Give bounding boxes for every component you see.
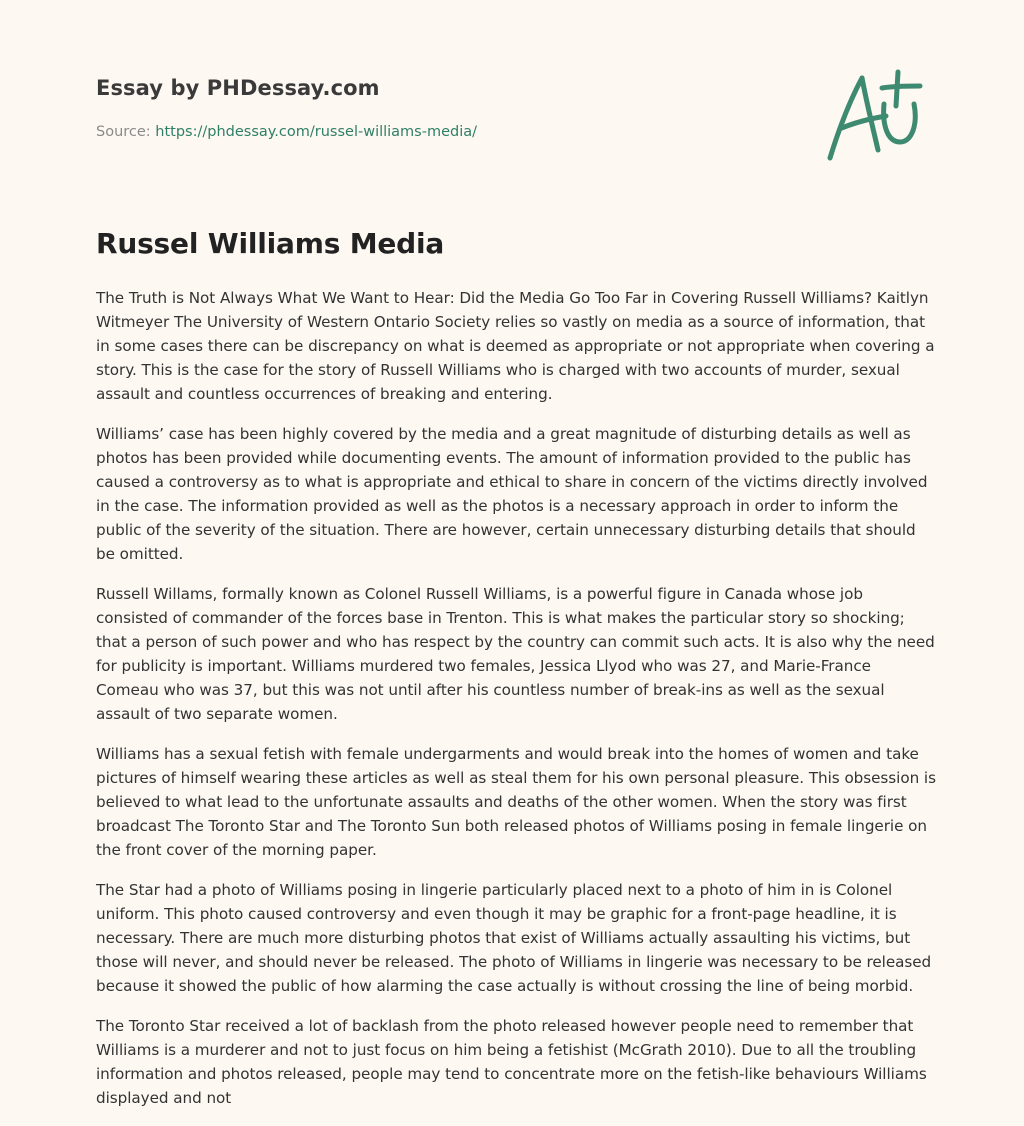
essay-paragraph: Russell Willams, formally known as Colonel Russell Williams, is a powerful figure in Canada whose job consisted of commander of the forces base in Trenton. This is what makes the particular story so shocking; that a person of such power and who has respect by the country can commit such acts. It is also why the need for publicity is important. Williams murdered two females, Jessica Llyod who was 27, and Marie-France Comeau who was 37, but this was not until after his countless number of break-ins as well as the sexual assault of two separate women. [96, 585, 935, 723]
site-brand: Essay by PHDessay.com [96, 76, 380, 100]
essay-paragraph: Williams’ case has been highly covered by the media and a great magnitude of disturbing details as well as photos has been provided while documenting events. The amount of information provided to the public has caused a controversy as to what is appropriate and ethical to share in concern of the victims directly involved in the case. The information provided as well as the photos is a necessary approach in order to inform the public of the severity of the situation. There are however, certain unnecessary disturbing details that should be omitted. [96, 425, 928, 563]
source-line [96, 124, 477, 140]
source-label: Source: [96, 124, 151, 140]
essay-paragraph: The Toronto Star received a lot of backlash from the photo released however people need to remember that Williams is a murderer and not to just focus on him being a fetishist (McGrath 2010). Due to all the troubling information and photos released, people may tend to concentrate more on the fetish-like behaviours Williams displayed and not [96, 1017, 927, 1107]
essay-title: Russel Williams Media [96, 227, 445, 260]
essay-paragraph: Williams has a sexual fetish with female undergarments and would break into the homes of women and take pictures of himself wearing these articles as well as steal them for his own personal pleasure. This obsession is believed to what lead to the unfortunate assaults and deaths of the other women. When the story was first broadcast The Toronto Star and The Toronto Sun both released photos of Williams posing in female lingerie on the front cover of the morning paper. [96, 745, 936, 859]
essay-paragraph: The Truth is Not Always What We Want to Hear: Did the Media Go Too Far in Covering Russell Williams? Kaitlyn Witmeyer The University of Western Ontario Society relies so vastly on media as a source of information, that in some cases there can be discrepancy on what is deemed as appropriate or not appropriate when covering a story. This is the case for the story of Russell Williams who is charged with two accounts of murder, sexual assault and countless occurrences of breaking and entering. [96, 289, 935, 403]
essay-paragraph: The Star had a photo of Williams posing in lingerie particularly placed next to a photo of him in is Colonel uniform. This photo caused controversy and even though it may be graphic for a front-page headline, it is necessary. There are much more disturbing photos that exist of Williams actually assaulting his victims, but those will never, and should never be released. The photo of Williams in lingerie was necessary to be released because it showed the public of how alarming the case actually is without crossing the line of being morbid. [96, 881, 932, 995]
source-link[interactable]: https://phdessay.com/russel-williams-media/ [155, 124, 478, 140]
a-plus-icon [822, 66, 926, 166]
essay-body [96, 286, 936, 1126]
